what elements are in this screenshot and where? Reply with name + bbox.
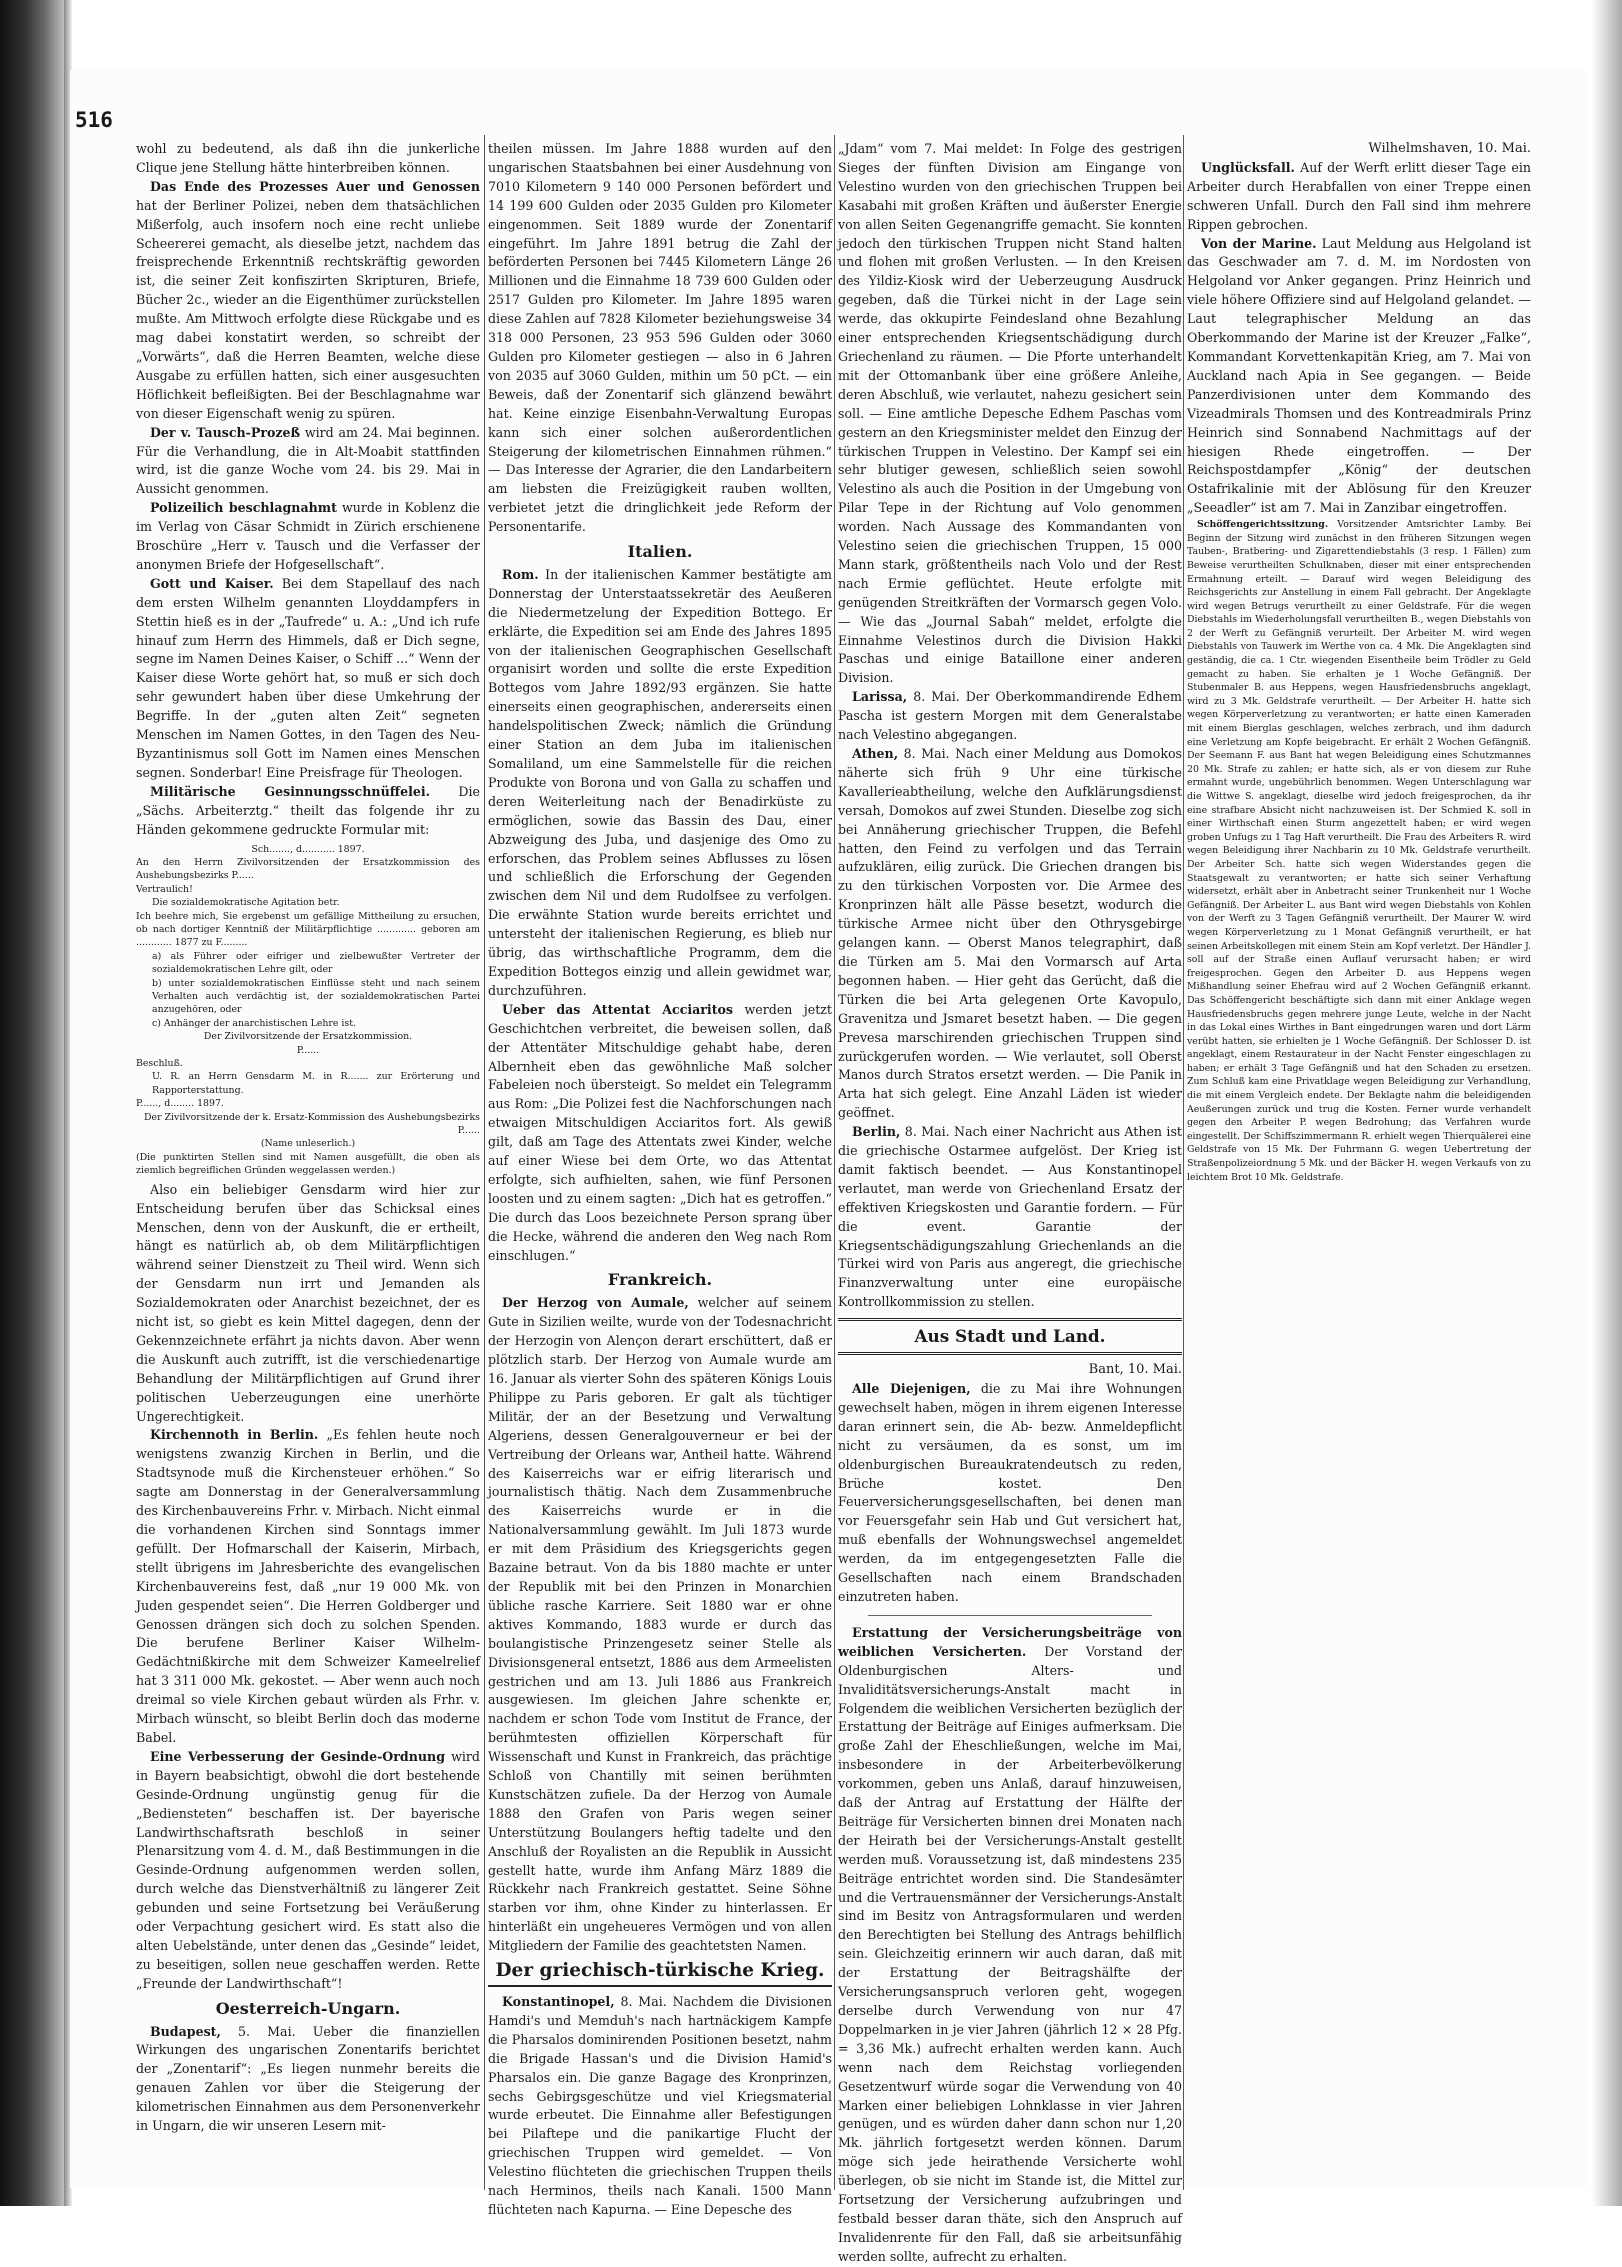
- printed-form: [136, 843, 480, 1178]
- article-text: die zu Mai ihre Wohnungen gewechselt haben, mögen in ihrem eigenen Interesse daran erinnert sein, die Ab- bezw. Anmeldepflicht nicht zu versäumen, da es sonst, um im oldenburgischen Bureaukratendeutsch zu reden, Brüche kostet. Den Feuerversicherungsgesellschaften, bei denen man vor Feuersgefahr sein Hab und Gut versichert hat, muß ebenfalls der Wohnungswechsel angemeldet werden, da im entgegengesetzten Falle die Gesellschaften nach einem Brandschaden einzutreten haben.: [838, 1381, 1182, 1604]
- article-paragraph: [136, 140, 480, 178]
- article-paragraph: [136, 575, 480, 783]
- article: [136, 140, 480, 178]
- article-lead: Konstantinopel,: [502, 1994, 615, 2009]
- article-text: Die „Sächs. Arbeiterztg.“ theilt das folgende ihr zu Händen gekommene gedruckte Formular mit:: [136, 783, 480, 837]
- article-lead: Erstattung der Versicherungsbeiträge von weiblichen Versicherten.: [838, 1624, 1182, 1659]
- form-line: Die sozialdemokratische Agitation betr.: [152, 897, 340, 909]
- section-heading: Italien.: [627, 542, 693, 562]
- article: [136, 1748, 480, 1994]
- form-line: (Die punktirten Stellen sind mit Namen ausgefüllt, die oben als ziemlich begreiflichen Gründen weggelassen werden.): [136, 1151, 480, 1177]
- article-paragraph: [488, 566, 832, 1001]
- article: [488, 566, 832, 1001]
- local-news-heading: Aus Stadt und Land.: [838, 1318, 1182, 1355]
- article-lead: Unglücksfall.: [1201, 159, 1295, 175]
- form-line: Ich beehre mich, Sie ergebenst um gefällige Mittheilung zu ersuchen, ob nach dortiger Kenntniß der Militärpflichtige ............. geboren am ............ 1877 zu F.........: [136, 910, 480, 949]
- article-paragraph: [488, 1294, 832, 1956]
- form-line: (Name unleserlich.): [260, 1138, 356, 1150]
- article: [838, 1123, 1182, 1312]
- article-lead: Militärische Gesinnungsschnüffelei.: [150, 783, 431, 799]
- form-line: b) unter sozialdemokratischen Einflüsse steht und nach seinem Verhalten auch verdächtig ist, der sozialdemokratischen Partei anzugehören, oder: [152, 977, 480, 1016]
- article-lead: Von der Marine.: [1201, 235, 1317, 251]
- article-paragraph: [488, 1001, 832, 1266]
- section-heading: Frankreich.: [607, 1270, 713, 1290]
- article: [488, 140, 832, 537]
- article: [1187, 159, 1531, 235]
- form-line: Vertraulich!: [136, 883, 193, 895]
- column-rule: [1183, 135, 1184, 2190]
- article-paragraph: [136, 1181, 480, 1427]
- article-paragraph: [838, 745, 1182, 1123]
- article: [136, 783, 480, 840]
- form-line: Der Zivilvorsitzende der k. Ersatz-Kommission des Aushebungsbezirks P......: [144, 1111, 480, 1137]
- article: [136, 178, 480, 424]
- article-paragraph: [1187, 159, 1531, 235]
- article-text: theilen müssen. Im Jahre 1888 wurden auf den ungarischen Staatsbahnen bei einer Ausdehnung von 7010 Kilometern 9 140 000 Personen befördert und 14 199 600 Gulden oder 2035 Gulden pro Kilometer eingenommen. Seit 1889 wurde der Zonentarif eingeführt. Im Jahre 1891 betrug die Zahl der beförderten Personen bei 7445 Kilometern Länge 26 Millionen und die Einnahme 18 739 600 Gulden oder 2517 Gulden pro Kilometer. Im Jahre 1895 waren diese Zahlen auf 7828 Kilometer beziehungsweise 34 318 000 Personen, 23 953 596 Gulden oder 3060 Gulden pro Kilometer gestiegen — also in 6 Jahren von 2035 auf 3060 Gulden, mithin um 50 pCt. — ein Beweis, daß der Zonentarif sich glänzend bewährt hat. Keine einzige Eisenbahn-Verwaltung Europas kann sich einer solchen außerordentlichen Steigerung der kilometrischen Einnahmen rühmen.“ — Das Interesse der Agrarier, die den Landarbeitern am liebsten die Freizügigkeit rauben wollten, verbietet jetzt die dringlichkeit jede Reform der Personentarife.: [488, 141, 832, 535]
- article-text: 8. Mai. Nach einer Meldung aus Domokos näherte sich früh 9 Uhr eine türkische Kavallerieabtheilung, welche den Aufklärungsdienst versah, Domokos auf zwei Stunden. Dieselbe zog sich bei Annäherung griechischer Truppen, die Befehl hatten, den Feind zu verfolgen und das Terrain aufzuklären, eilig zurück. Die Griechen drangen bis zu den türkischen Vorposten vor. Die Armee des Kronprinzen hält alle Pässe besetzt, wodurch die türkische Armee nicht über den Othrysgebirge gelangen kann. — Oberst Manos telegraphirt, daß die Türken am 5. Mai den Vormarsch auf Arta begonnen haben. — Hier geht das Gerücht, daß die Türken die bei Arta gelegenen Orte Kavopulo, Gravenitza und Jsmaret besetzt haben. — Die gegen Prevesa marschirenden griechischen Truppen sind zurückgerufen worden. — Wie verlautet, soll Oberst Manos durch Stratos ersetzt werden. — Die Panik in Arta hat sich gelegt. Eine Anzahl Läden ist wieder geöffnet.: [838, 746, 1182, 1121]
- article-lead: Budapest,: [150, 2023, 221, 2039]
- article-lead: Polizeilich beschlagnahmt: [150, 500, 337, 516]
- article-text: hat der Berliner Polizei, neben dem thatsächlichen Mißerfolg, auch insofern noch eine recht unliebe Scheererei gemacht, als dieselbe jetzt, nachdem das freisprechende Erkenntniß rechtskräftig geworden ist, die seiner Zeit konfiszirten Skripturen, Briefe, Bücher 2c., wieder an die Eigenthümer zurückstellen mußte. Am Mittwoch erfolgte diese Rückgabe und es mag dabei konstatirt werden, so schreibt der „Vorwärts“, daß die Herren Beamten, welche diese Ausgabe zu erfüllen hatten, sich einer ausgesuchten Höflichkeit befleißigten. Bei der Beschlagnahme war von dieser Eigenschaft wenig zu spüren.: [136, 197, 480, 421]
- article-paragraph: [136, 424, 480, 500]
- article-paragraph: [136, 499, 480, 575]
- article: [488, 1294, 832, 1956]
- article-lead: Larissa,: [852, 689, 908, 705]
- article-paragraph: [1187, 518, 1531, 1184]
- article-lead: Kirchennoth in Berlin.: [150, 1427, 319, 1443]
- article-text: Bei dem Stapellauf des nach dem ersten Wilhelm genannten Lloyddampfers in Stettin hieß es in der „Taufrede“ u. A.: „Und ich rufe hinauf zum Herrn des Himmels, daß er Dich segne, segne im Namen Deines Kaiser, o Schiff ...“ Wenn der Kaiser diese Worte gehört hat, so muß er sich doch sehr gewundert haben über diese Umkehrung der Begriffe. In der „guten alten Zeit“ segneten Menschen im Namen Gottes, in den Tagen des Neu-Byzantinismus soll Gott im Namen eines Menschen segnen. Sonderbar! Eine Preisfrage für Theologen.: [136, 575, 480, 780]
- column-3: [838, 140, 1182, 2264]
- article-lead: Schöffengerichtssitzung.: [1197, 519, 1329, 531]
- article-text: wurde in Koblenz die im Verlag von Cäsar Schmidt in Zürich erschienene Broschüre „Herr v. Tausch und die Verfasser der anonymen Briefe der Hofgesellschaft“.: [136, 500, 480, 572]
- article-text: werden jetzt Geschichtchen verbreitet, die beweisen sollen, daß der Attentäter Mitschuldige gehabt habe, deren Albernheit eben das gewöhnliche Maß solcher Fabeleien noch übersteigt. So meldet ein Telegramm aus Rom: „Die Polizei fest die Nachforschungen nach etwaigen Mitschuldigen Acciaritos fort. Als gewiß gilt, daß am Tage des Attentats zwei Kinder, welche auf einer Wiese bei dem Orte, wo das Attentat erfolgte, sich aufhielten, sahen, wie fünf Personen loosten und zu einem sagten: „Dich hat es getroffen.“ Die durch das Loos bezeichnete Person sprang über die Hecke, während die anderen den Weg nach Rom einschlugen.“: [488, 1001, 832, 1263]
- form-line: Sch......., d........... 1897.: [251, 843, 365, 855]
- dateline: Wilhelmshaven, 10. Mai.: [1368, 141, 1531, 156]
- article: [136, 575, 480, 783]
- article-paragraph: [838, 1123, 1182, 1312]
- form-line: P......, d........ 1897.: [136, 1098, 224, 1110]
- article-text: 5. Mai. Ueber die finanziellen Wirkungen des ungarischen Zonentarifs berichtet der „Zonentarif“: „Es liegen nunmehr bereits die genauen Zahlen vor über die Steigerung der kilometrischen Einnahmen aus dem Personenverkehr in Ungarn, die wir unseren Lesern mit-: [136, 2023, 480, 2134]
- court-report: [1187, 518, 1531, 1184]
- article-lead: Gott und Kaiser.: [150, 575, 274, 591]
- article-text: Also ein beliebiger Gensdarm wird hier zur Entscheidung berufen über das Schicksal eines Menschen, denn von der Auskunft, die er ertheilt, hängt es natürlich ab, ob dem Militärpflichtigen während seiner Dienstzeit zu Theil wird. Wenn sich der Gensdarm nun irrt und Jemanden als Sozialdemokraten oder Anarchist bezeichnet, der es nicht ist, so giebt es kein Mittel dagegen, denn der Gekennzeichnete erfährt ja nichts davon. Aber wenn die Auskunft auch zutrifft, ist die verschiedenartige Behandlung der Militärpflichtigen auf Grund ihrer politischen Ueberzeugungen eine unerhörte Ungerechtigkeit.: [136, 1181, 480, 1424]
- article-text: wird am 24. Mai beginnen. Für die Verhandlung, die in Alt-Moabit stattfinden wird, ist die ganze Woche vom 24. bis 29. Mai in Aussicht genommen.: [136, 424, 480, 497]
- form-line: a) als Führer oder eifriger und zielbewußter Vertreter der sozialdemokratischen Lehre gilt, oder: [152, 950, 480, 976]
- article: [838, 745, 1182, 1123]
- article: [136, 499, 480, 575]
- article: [838, 688, 1182, 745]
- article: [136, 2023, 480, 2136]
- form-line: c) Anhänger der anarchistischen Lehre ist.: [152, 1017, 356, 1029]
- article-text: „Es fehlen heute noch wenigstens zwanzig Kirchen in Berlin, und die Stadtsynode muß die Kirchensteuer erhöhen.“ So sagte am Donnerstag in der Generalversammlung des Kirchenbauvereins Frhr. v. Mirbach. Nicht einmal die vorhandenen Kirchen sind Sonntags immer gefüllt. Der Hofmarschall der Kaiserin, Mirbach, stellt übrigens im Jahresberichte des evangelischen Kirchenbauvereins fest, daß „nur 19 000 Mk. von Juden gespendet seien“. Die Herren Goldberger und Genossen drängen sich doch zu solchen Spenden. Die berufene Berliner Kaiser Wilhelm-Gedächtnißkirche mit dem Schweizer Kameelrelief hat 3 311 000 Mk. gekostet. — Aber wenn auch noch dreimal so viele Kirchen gebaut würden als Frhr. v. Mirbach wünscht, so bleibt Berlin doch das moderne Babel.: [136, 1427, 480, 1745]
- article-lead: Der Herzog von Aumale,: [502, 1295, 689, 1311]
- article-paragraph: [136, 1426, 480, 1747]
- article-paragraph: [838, 1380, 1182, 1607]
- article: [1187, 235, 1531, 519]
- form-line: An den Herrn Zivilvorsitzenden der Ersatzkommission des Aushebungsbezirks P......: [136, 856, 480, 882]
- article-text: Auf der Werft erlitt dieser Tage ein Arbeiter durch Herabfallen von einer Treppe einen schweren Unfall. Durch den Fall sind ihm mehrere Rippen gebrochen.: [1187, 159, 1531, 232]
- form-line: U. R. an Herrn Gensdarm M. in R....... zur Erörterung und Rapporterstattung.: [152, 1071, 480, 1096]
- article: [136, 1426, 480, 1747]
- form-line: Der Zivilvorsitzende der Ersatzkommission.: [203, 1031, 413, 1043]
- article-paragraph: [1187, 235, 1531, 519]
- article-lead: Das Ende des Prozesses Auer und Genossen: [150, 178, 480, 194]
- divider: [868, 1615, 1152, 1616]
- dateline: Bant, 10. Mai.: [1088, 1362, 1182, 1378]
- article-text: 8. Mai. Nachdem die Divisionen Hamdi's und Memduh's nach hartnäckigem Kampfe die Pharsalos dominirenden Positionen besetzt, nahm die Brigade Hassan's und die Division Hamid's Pharsalos ein. Die ganze Bagage des Kronprinzen, sechs Gebirgsgeschütze und viel Kriegsmaterial wurde erbeutet. Die Einnahme aller Befestigungen bei Pilaftepe und die panikartige Flucht der griechischen Truppen wird gemeldet. — Von Velestino flüchteten die griechischen Truppen theils nach Herminos, theils nach Kanali. 1500 Mann flüchteten nach Kapurna. — Eine Depesche des: [488, 1994, 832, 2217]
- article-paragraph: [136, 2023, 480, 2136]
- form-line: P......: [296, 1044, 320, 1056]
- article: [136, 1181, 480, 1427]
- article: [838, 1624, 1182, 2267]
- article-text: 8. Mai. Der Oberkommandirende Edhem Pascha ist gestern Morgen mit dem Generalstabe nach Velestino abgegangen.: [838, 689, 1182, 743]
- article-paragraph: [838, 140, 1182, 688]
- page-number: 516: [75, 108, 113, 132]
- article-text: welcher auf seinem Gute in Sizilien weilte, wurde von der Todesnachricht der Herzogin von Alençon derart erschüttert, daß er plötzlich starb. Der Herzog von Aumale wurde am 16. Januar als vierter Sohn des späteren Königs Louis Philippe zu Paris geboren. Er galt als tüchtiger Militär, der an der Besetzung und Verwaltung Algeriens, dessen Generalgouverneur er bei der Vertreibung der Orleans war, Antheil hatte. Während des Kaiserreichs war er eifrig literarisch und journalistisch thätig. Nach dem Zusammenbruche des Kaiserreichs wurde er in die Nationalversammlung gewählt. Im Juli 1873 wurde er mit dem Präsidium des Kriegsgerichts gegen Bazaine betraut. Von da bis 1880 machte er unter der Republik mit bei den Prinzen in Monarchien übliche rasche Karriere. Seit 1880 war er ohne aktives Kommando, 1883 wurde er durch das boulangistische Prinzengesetz seiner Stelle als Divisionsgeneral entsetzt, 1886 aus dem Armeelisten gestrichen und am 13. Juli 1886 aus Frankreich ausgewiesen. Im gleichen Jahre schenkte er, nachdem er schon Tode vom Institut de France, der berühmtesten offiziellen Körperschaft für Wissenschaft und Kunst in Frankreich, das prächtige Schloß von Chantilly mit seinen berühmten Kunstschätzen zufiele. Da der Herzog von Aumale 1888 den Grafen von Paris wegen seiner Unterstützung Boulangers heftig tadelte und den Anschluß der Royalisten an die Republik in Aussicht gestellt hatte, wurde ihm Anfang März 1889 die Rückkehr nach Frankreich gestattet. Seine Söhne starben vor ihm, ohne Kinder zu hinterlassen. Er hinterläßt ein ungeheueres Vermögen und von allen Mitgliedern der Familie des geachtetsten Namen.: [488, 1295, 832, 1954]
- article-lead: Rom.: [502, 566, 539, 582]
- article: [488, 1993, 832, 2220]
- article: [838, 140, 1182, 688]
- article-lead: Der v. Tausch-Prozeß: [150, 424, 301, 440]
- article-text: wohl zu bedeutend, als daß ihn die junkerliche Clique jene Stellung hätte hinterbreiben können.: [136, 141, 480, 175]
- section-heading: Oesterreich-Ungarn.: [215, 1998, 401, 2018]
- article-paragraph: [838, 688, 1182, 745]
- article-text: Vorsitzender Amtsrichter Lamby. Bei Beginn der Sitzung wird zunächst in den früheren Sitzungen wegen Tauben-, Bratbering- und Zigarettendiebstahls (3 resp. 1 Fällen) zum Beweise verurtheilten Schulknaben, dieser mit einer entsprechenden Ermahnung erteilt. — Darauf wird wegen Beleidigung des Reichsgerichts zur Anstellung in einem Fall gebracht. Der Angeklagte wird wegen Betrugs verurtheilt zu einer Geldstrafe. Für die wegen Diebstahls im Wiederholungsfall verurtheilten B., wegen Diebstahls von 2 der Werft zu Gefängniß verurteilt. Der Arbeiter M. wird wegen Diebstahls von Tauwerk im Werthe von ca. 4 Mk. Die Angeklagten sind geständig, die ca. 1 Ctr. wiegenden Eisentheile beim Trödler zu Geld gemacht zu haben. Sie erhalten je 1 Woche Gefängniß. Der Stubenmaler B. aus Heppens, wegen Hausfriedensbruchs angeklagt, wird zu 3 Mk. Geldstrafe verurtheilt. — Der Arbeiter H. hatte sich wegen Körperverletzung zu verantworten; er hatte einen Kameraden mit einem Bierglas geschlagen, welches zerbrach, und ihm dadurch eine Verletzung am Kopfe beigebracht. Er erhält 2 Wochen Gefängniß. Der Seemann F. aus Bant hat wegen Beleidigung eines Schutzmannes 20 Mk. Strafe zu zahlen; er hatte sich, als er von diesem zur Ruhe ermahnt wurde, ungebührlich benommen. Wegen Unterschlagung war die Wittwe S. angeklagt, dieselbe wird jedoch freigesprochen, da ihr eine strafbare Absicht nicht nachzuweisen ist. Der Schmied K. soll in einer Wirthschaft einen Sturm angezettelt haben; er wird wegen groben Unfugs zu 1 Tag Haft verurtheilt. Die Frau des Arbeiters R. wird wegen Beleidigung ihrer Nachbarin zu 10 Mk. Geldstrafe verurtheilt. Der Arbeiter Sch. hatte sich wegen Widerstandes gegen die Staatsgewalt zu verantworten; er hatte sich seiner Verhaftung widersetzt, erhält aber in Anbetracht seiner Trunkenheit nur 1 Woche Gefängniß. Der Arbeiter L. aus Bant wird wegen Diebstahls von Kohlen von der Werft zu 3 Tagen Gefängniß verurtheilt. Der Maurer W. wird wegen Körperverletzung zu 1 Monat Gefängniß verurtheilt, er hat seinen Arbeitskollegen mit einem Stein am Kopf verletzt. Der Händler J. soll auf der Straße einen Auflauf verursacht haben; er wird freigesprochen. Gegen den Arbeiter D. aus Heppens wegen Mißhandlung seiner Ehefrau wird auf 2 Wochen Gefängniß erkannt. Das Schöffengericht beschäftigte sich dann mit einer Anklage wegen Hausfriedensbruchs gegen mehrere junge Leute, welche in der Nacht in das Lokal eines Wirthes in Bant eingedrungen waren und dort Lärm verübt hatten, sie erhielten je 1 Woche Gefängniß. Der Schlosser D. ist angeklagt, einem Restaurateur in der Nacht Fenster eingeschlagen zu haben; er erhält 3 Tage Gefängniß und hat den Schaden zu ersetzen. Zum Schluß kam eine Privatklage wegen Beleidigung zur Verhandlung, die mit einem Vergleich endete. Der Beklagte nahm die beleidigenden Aeußerungen zurück und trug die Kosten. Ferner wurde verhandelt gegen den Arbeiter P. wegen Bedrohung; das Verfahren wurde eingestellt. Der Schiffszimmermann R. erhielt wegen Thierquälerei eine Geldstrafe von 15 Mk. Der Fuhrmann G. wegen Uebertretung der Straßenpolizeiordnung 5 Mk. und der Bäcker H. wegen Verkaufs von zu leichtem Brot 10 Mk. Geldstrafe.: [1187, 519, 1531, 1183]
- column-4: [1187, 140, 1531, 2170]
- article-lead: Ueber das Attentat Acciaritos: [502, 1001, 734, 1017]
- article-lead: Berlin,: [852, 1124, 901, 1140]
- column-1: [136, 140, 480, 2170]
- article-text: 8. Mai. Nach einer Nachricht aus Athen ist die griechische Ostarmee aufgelöst. Der Krieg ist damit faktisch beendet. — Aus Konstantinopel verlautet, man werde von Griechenland Ersatz der effektiven Kriegskosten und Garantie fordern. — Für die event. Garantie der Kriegsentschädigungszahlung Griechenlands an die Türkei wird von Paris aus angeregt, die griechische Finanzverwaltung unter eine europäische Kontrollkommission zu stellen.: [838, 1124, 1182, 1310]
- article-text: Der Vorstand der Oldenburgischen Alters- und Invaliditätsversicherungs-Anstalt macht in Folgendem die weiblichen Versicherten bezüglich der Erstattung der Beiträge auf Einiges aufmerksam. Die große Zahl der Eheschließungen, welche im Mai, insbesondere in der Arbeiterbevölkerung vorkommen, geben uns Anlaß, darauf hinzuweisen, daß der Antrag auf Erstattung der Hälfte der Beiträge für Versicherten binnen drei Monaten nach der Heirath bei der Versicherungs-Anstalt gestellt werden muß. Voraussetzung ist, daß mindestens 235 Beiträge entrichtet worden sind. Die Standesämter und die Vertrauensmänner der Versicherungs-Anstalt sind im Besitz von Antragsformularen und werden den Berechtigten bei Stellung des Antrags behilflich sein. Gleichzeitig erinnern wir auch daran, daß mit der Erstattung der Beitragshälfte der Versicherungsanspruch verloren geht, wogegen derselbe durch Verwendung von nur 47 Doppelmarken in je vier Jahren (jährlich 12 × 28 Pfg. = 3,36 Mk.) aufrecht erhalten werden kann. Auch wenn nach dem Reichstag vorliegenden Gesetzentwurf würde sogar die Verwendung von 40 Marken einer beliebigen Lohnklasse in vier Jahren genügen, und es würden daher dann schon nur 1,20 Mk. jährlich fortgesetzt werden können. Darum möge sich jede heirathende Versicherte wohl überlegen, ob sie nicht im Stande ist, die Mittel zur Fortsetzung der Versicherung aufzubringen und festbald besser daran thäte, sich den Anspruch auf Invalidenrente für den Fall, daß sie arbeitsunfähig werden sollte, aufrecht zu erhalten.: [838, 1643, 1182, 2264]
- article-lead: Athen,: [852, 746, 899, 761]
- column-rule: [834, 135, 835, 2190]
- article: [136, 424, 480, 500]
- column-rule: [484, 135, 485, 2190]
- article-text: In der italienischen Kammer bestätigte am Donnerstag der Unterstaatssekretär des Aeußeren die Niedermetzelung der Expedition Bottego. Er erklärte, die Expedition sei am Ende des Jahres 1895 von der italienischen Geographischen Gesellschaft organisirt worden und sollte die erste Expedition Bottegos vom Jahre 1892/93 ergänzen. Sie hatte einerseits einen geographischen, andererseits einen handelspolitischen Zweck; nämlich die Gründung einer Station an dem Juba im italienischen Somaliland, um eine Sammelstelle für die reichen Produkte von Borona und von Galla zu schaffen und deren Weiterleitung nach der Benadirküste zu ermöglichen, sowie das Bassin des Dau, einer Abzweigung des Juba, und dasjenige des Omo zu erforschen, das Problem seines Abflusses zu lösen und schließlich die Erforschung der Gegenden zwischen dem Nil und dem Rudolfsee zu verfolgen. Die erwähnte Station wurde bereits errichtet und untersteht der italienischen Regierung, es blieb nur übrig, das wirthschaftliche Programm, dem die Expedition Bottegos einzig und allein gewidmet war, durchzuführen.: [488, 566, 832, 998]
- article: [488, 1001, 832, 1266]
- article-text: wird in Bayern beabsichtigt, obwohl die dort bestehende Gesinde-Ordnung ungünstig genug für die „Bediensteten“ beschaffen ist. Der bayerische Landwirthschaftsrath beschloß in seiner Plenarsitzung vom 4. d. M., daß Bestimmungen in die Gesinde-Ordnung aufgenommen werden sollen, durch welche das Dienstverhältniß zu längerer Zeit gebunden und seine Fortsetzung bei Veräußerung oder Verpachtung gesichert wird. Es statt also die alten Uebelstände, unter denen das „Gesinde“ leidet, zu beseitigen, sollen neue geschaffen werden. Rette „Freunde der Landwirthschaft“!: [136, 1748, 480, 1991]
- article-paragraph: [136, 783, 480, 840]
- page-edge-shadow: [1592, 0, 1622, 2206]
- article-paragraph: [136, 1748, 480, 1994]
- article-paragraph: [488, 1993, 832, 2220]
- article-lead: Alle Diejenigen,: [852, 1381, 971, 1396]
- article-text: „Jdam“ vom 7. Mai meldet: In Folge des gestrigen Sieges der fünften Division am Eingange von Velestino wurden von den griechischen Truppen bei Kasabahi mit großen Kräften und äußerster Energie von allen Seiten Gegenangriffe gemacht. Sie konnten jedoch den türkischen Truppen nicht Stand halten und flohen mit großen Verlusten. — In den Kreisen des Yildiz-Kiosk wird der Ueberzeugung Ausdruck gegeben, daß die Türkei nicht in der Lage sein werde, das okkupirte Feindesland ohne Bezahlung einer entsprechenden Kriegsentschädigung durch Griechenland zu räumen. — Die Pforte unterhandelt mit der Ottomanbank über eine größere Anleihe, deren Abschluß, wie verlautet, nahezu gesichert sein soll. — Eine amtliche Depesche Edhem Paschas vom gestern an den Kriegsminister meldet den Einzug der türkischen Truppen in Velestino. Der Kampf sei ein sehr blutiger gewesen, schließlich seien sowohl Velestino als auch die Position in der Umgebung von Pilar Tepe in der Richtung auf Volo genommen worden. Nach Aussage des Kommandanten von Velestino seien die griechischen Truppen, 15 000 Mann stark, größtentheils nach Volo und der Rest nach Ermie geflüchtet. Heute erfolgte mit genügenden Streitkräften der Vormarsch gegen Volo. — Wie das „Journal Sabah“ meldet, erfolgte die Einnahme Velestinos durch die Division Hakki Paschas und einige Bataillone einer anderen Division.: [838, 141, 1182, 686]
- article-text: Laut Meldung aus Helgoland ist das Geschwader am 7. d. M. im Nordosten von Helgoland vor Anker gegangen. Prinz Heinrich und viele höhere Offiziere sind auf Helgoland gelandet. — Laut telegraphischer Meldung an das Oberkommando der Marine ist der Kreuzer „Falke“, Kommandant Korvettenkapitän Krieg, am 7. Mai von Auckland nach Apia in See gegangen. — Beide Panzerdivisionen unter dem Kommando des Vizeadmirals Thomsen und des Kontreadmirals Prinz Heinrich sind Sonnabend Nachmittags auf der hiesigen Rhede eingetroffen. — Der Reichspostdampfer „König“ der deutschen Ostafrikalinie mit der Ablösung für den Kreuzer „Seeadler“ ist am 7. Mai in Zanzibar eingetroffen.: [1187, 235, 1532, 516]
- article-paragraph: [136, 178, 480, 424]
- column-2: [488, 140, 832, 2217]
- article-lead: Eine Verbesserung der Gesinde-Ordnung: [150, 1748, 445, 1764]
- article-paragraph: [488, 140, 832, 537]
- article: [838, 1380, 1182, 1607]
- form-line: Beschluß.: [136, 1058, 183, 1070]
- war-heading: Der griechisch-türkische Krieg.: [488, 1962, 832, 1987]
- article-paragraph: [838, 1624, 1182, 2267]
- book-binding: [0, 0, 64, 2206]
